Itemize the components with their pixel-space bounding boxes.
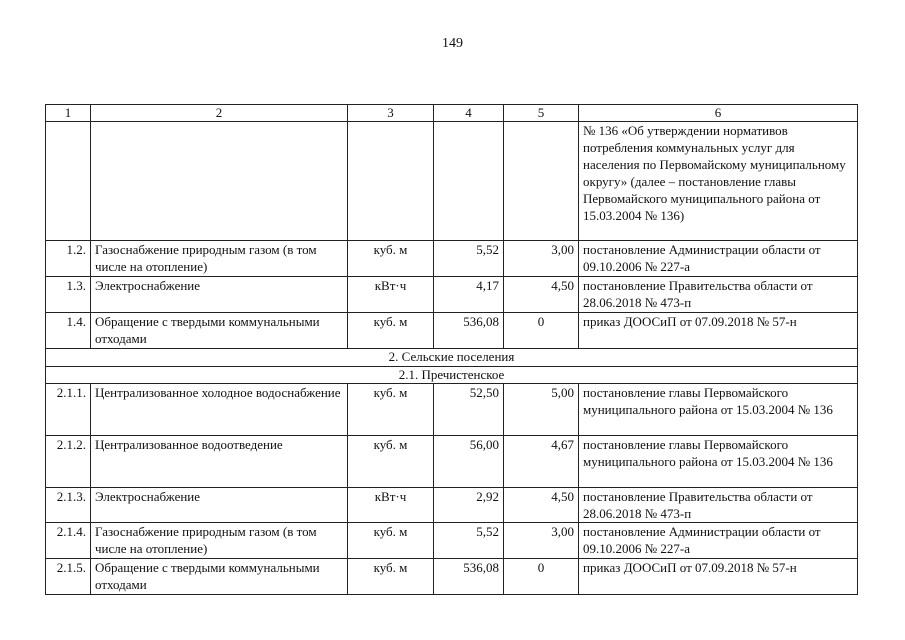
row-number: 2.1.4. (46, 523, 91, 559)
value-col-4: 4,17 (434, 277, 504, 313)
subsection-row (46, 367, 858, 384)
service-name: Электроснабжение (91, 488, 348, 523)
unit-cell: куб. м (348, 523, 434, 559)
header-col-6: 6 (579, 105, 858, 122)
table-row (46, 488, 858, 523)
page-number: 149 (442, 36, 463, 51)
doc-cell: № 136 «Об утверждении нормативов потребления коммунальных услуг для населения по Первомайскому муниципальному округу» (далее – постановление главы Первомайского муниципального района от 15.03.2004 № 136) (579, 122, 858, 241)
doc-cell: постановление главы Первомайского муниципального района от 15.03.2004 № 136 (579, 436, 858, 488)
row-number: 2.1.5. (46, 559, 91, 595)
header-row (46, 105, 858, 122)
unit-cell: куб. м (348, 241, 434, 277)
row-number: 1.4. (46, 313, 91, 349)
unit-cell: кВт·ч (348, 488, 434, 523)
value-col-5: 0 (504, 313, 579, 349)
value-col-5: 4,50 (504, 277, 579, 313)
table-row (46, 559, 858, 595)
unit-cell: куб. м (348, 559, 434, 595)
service-name: Централизованное водоотведение (91, 436, 348, 488)
row-number: 2.1.2. (46, 436, 91, 488)
header-col-4: 4 (434, 105, 504, 122)
value-col-4: 52,50 (434, 384, 504, 436)
value-col-4: 2,92 (434, 488, 504, 523)
value-col-5: 4,67 (504, 436, 579, 488)
value-col-4: 536,08 (434, 313, 504, 349)
unit-cell: куб. м (348, 313, 434, 349)
unit-cell: кВт·ч (348, 277, 434, 313)
service-name: Централизованное холодное водоснабжение (91, 384, 348, 436)
section-title: 2. Сельские поселения (46, 349, 858, 367)
value-col-4: 5,52 (434, 523, 504, 559)
unit-cell: куб. м (348, 436, 434, 488)
doc-cell: постановление главы Первомайского муниципального района от 15.03.2004 № 136 (579, 384, 858, 436)
value-col-5: 3,00 (504, 523, 579, 559)
value-col-5: 4,50 (504, 488, 579, 523)
header-col-2: 2 (91, 105, 348, 122)
header-col-1: 1 (46, 105, 91, 122)
table-row (46, 313, 858, 349)
header-col-5: 5 (504, 105, 579, 122)
service-name: Газоснабжение природным газом (в том числе на отопление) (91, 523, 348, 559)
unit-cell: куб. м (348, 384, 434, 436)
value-col-4: 536,08 (434, 559, 504, 595)
continuation-row (46, 122, 858, 241)
service-name: Газоснабжение природным газом (в том числе на отопление) (91, 241, 348, 277)
table-row (46, 384, 858, 436)
tariff-table (45, 104, 858, 595)
section-row (46, 349, 858, 367)
value-col-5: 5,00 (504, 384, 579, 436)
value-col-4: 56,00 (434, 436, 504, 488)
row-number: 1.2. (46, 241, 91, 277)
doc-cell: приказ ДООСиП от 07.09.2018 № 57-н (579, 559, 858, 595)
value-col-5: 3,00 (504, 241, 579, 277)
row-number: 2.1.3. (46, 488, 91, 523)
service-name: Электроснабжение (91, 277, 348, 313)
header-col-3: 3 (348, 105, 434, 122)
doc-cell: постановление Правительства области от 28.06.2018 № 473-п (579, 277, 858, 313)
doc-cell: приказ ДООСиП от 07.09.2018 № 57-н (579, 313, 858, 349)
row-number: 2.1.1. (46, 384, 91, 436)
service-name: Обращение с твердыми коммунальными отходами (91, 559, 348, 595)
value-col-4: 5,52 (434, 241, 504, 277)
value-col-5: 0 (504, 559, 579, 595)
table-row (46, 436, 858, 488)
table-row (46, 523, 858, 559)
subsection-title: 2.1. Пречистенское (46, 367, 858, 384)
doc-cell: постановление Правительства области от 28.06.2018 № 473-п (579, 488, 858, 523)
doc-cell: постановление Администрации области от 09.10.2006 № 227-а (579, 523, 858, 559)
table-row (46, 277, 858, 313)
table-row (46, 241, 858, 277)
service-name: Обращение с твердыми коммунальными отходами (91, 313, 348, 349)
doc-cell: постановление Администрации области от 09.10.2006 № 227-а (579, 241, 858, 277)
row-number: 1.3. (46, 277, 91, 313)
